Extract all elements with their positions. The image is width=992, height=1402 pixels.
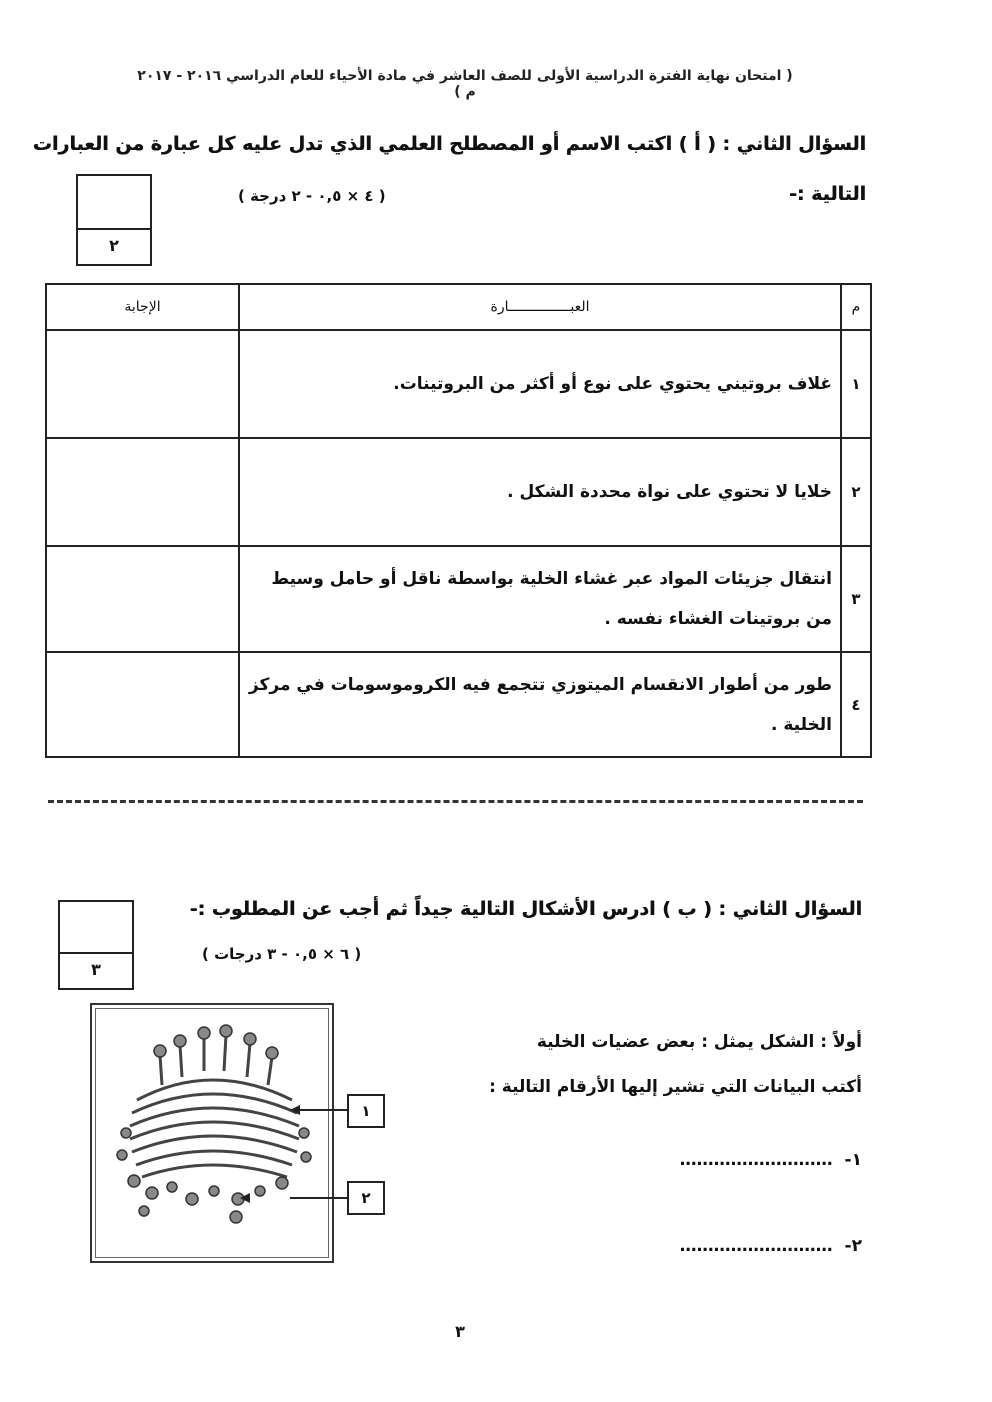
exam-header: ( امتحان نهاية الفترة الدراسية الأولى للصف العاشر في مادة الأحياء للعام الدراسي ٢٠١٦ - ٢٠١٧ م ) <box>137 68 793 100</box>
answer-cell[interactable] <box>46 546 239 652</box>
table-row <box>46 546 871 652</box>
statements-table <box>45 283 872 758</box>
question-a-title-continuation: التالية :- <box>788 183 866 205</box>
table-row <box>46 438 871 546</box>
score-box-a <box>76 174 152 266</box>
answer-label-2: ٢- <box>844 1236 862 1256</box>
score-box-a-value: ٢ <box>109 236 119 255</box>
answer-cell[interactable] <box>46 330 239 438</box>
part1-instruction: أكتب البيانات التي تشير إليها الأرقام التالية : <box>489 1077 862 1097</box>
callout-box-1: ١ <box>347 1094 385 1128</box>
callout-arrows <box>290 1100 350 1210</box>
row-num: ٤ <box>841 652 871 757</box>
row-statement: خلايا لا تحتوي على نواة محددة الشكل . <box>239 438 841 546</box>
answer-line-1 <box>680 1150 862 1170</box>
header-answer: الإجابة <box>46 284 239 330</box>
table-row <box>46 330 871 438</box>
row-num: ١ <box>841 330 871 438</box>
row-num: ٣ <box>841 546 871 652</box>
answer-cell[interactable] <box>46 652 239 757</box>
answer-blank-2[interactable]: ……………………… <box>679 1236 833 1256</box>
row-statement: انتقال جزيئات المواد عبر غشاء الخلية بواسطة ناقل أو حامل وسيط من بروتينات الغشاء نفسه . <box>239 546 841 652</box>
row-num: ٢ <box>841 438 871 546</box>
answer-blank-1[interactable]: ……………………… <box>679 1150 833 1170</box>
question-a-marks: ( ٤ × ٠,٥ - ٢ درجة ) <box>238 187 386 205</box>
question-a-title: السؤال الثاني : ( أ ) اكتب الاسم أو المصطلح العلمي الذي تدل عليه كل عبارة من العبارات <box>32 133 866 155</box>
arrowhead-icon <box>240 1190 260 1206</box>
score-box-b-value: ٣ <box>91 960 101 979</box>
question-b-title: السؤال الثاني : ( ب ) ادرس الأشكال التالية جيداً ثم أجب عن المطلوب :- <box>189 898 862 920</box>
page-number: ٣ <box>455 1322 465 1341</box>
callout-box-2: ٢ <box>347 1181 385 1215</box>
header-statement: العبـــــــــــــــارة <box>239 284 841 330</box>
answer-label-1: ١- <box>844 1150 862 1170</box>
section-divider <box>48 800 863 803</box>
row-statement: غلاف بروتيني يحتوي على نوع أو أكثر من البروتينات. <box>239 330 841 438</box>
row-statement: طور من أطوار الانقسام الميتوزي تتجمع فيه الكروموسومات في مركز الخلية . <box>239 652 841 757</box>
part1-label: أولاً : الشكل يمثل : بعض عضيات الخلية <box>536 1032 862 1052</box>
question-b-marks: ( ٦ × ٠,٥ - ٣ درجات ) <box>202 945 362 963</box>
table-row <box>46 652 871 757</box>
score-box-b <box>58 900 134 990</box>
answer-line-2 <box>680 1236 862 1256</box>
header-num: م <box>841 284 871 330</box>
answer-cell[interactable] <box>46 438 239 546</box>
table-header-row <box>46 284 871 330</box>
